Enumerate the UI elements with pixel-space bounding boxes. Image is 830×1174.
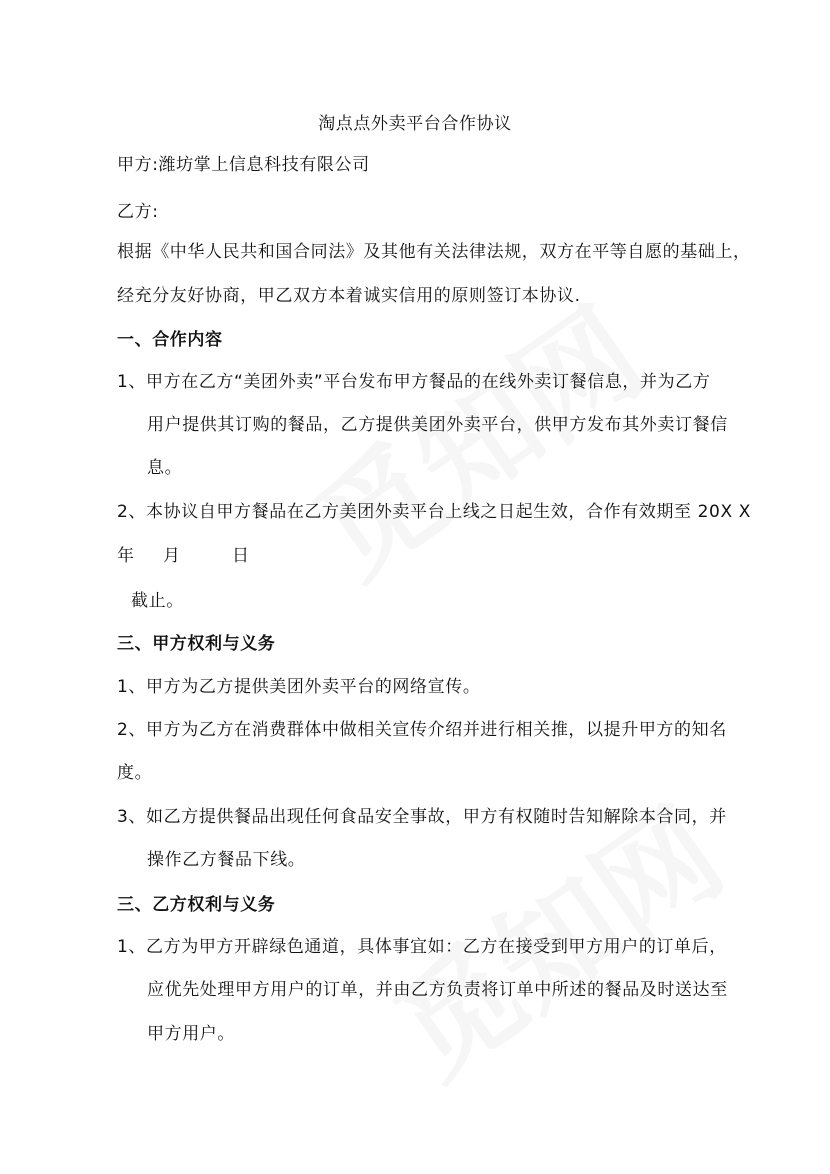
- paragraph-line: 用户提供其订购的餐品，乙方提供美团外卖平台，供甲方发布其外卖订餐信: [147, 415, 728, 435]
- section-heading: 三、乙方权利与义务: [117, 895, 276, 915]
- intro-line: 根据《中华人民共和国合同法》及其他有关法律法规，双方在平等自愿的基础上，: [117, 242, 751, 262]
- paragraph-line: 年 月 日: [117, 546, 255, 566]
- paragraph-line: 2、本协议自甲方餐品在乙方美团外卖平台上线之日起生效，合作有效期至 20X X: [117, 502, 751, 522]
- paragraph-line: 操作乙方餐品下线。: [147, 850, 306, 870]
- watermark: [295, 289, 664, 602]
- paragraph-line: 3、如乙方提供餐品出现任何食品安全事故，甲方有权随时告知解除本合同，并: [117, 807, 727, 827]
- paragraph-line: 度。: [117, 763, 153, 783]
- party-b: 乙方:: [117, 202, 159, 222]
- paragraph-line: 息。: [147, 458, 183, 478]
- paragraph-line: 1、甲方在乙方“美团外卖”平台发布甲方餐品的在线外卖订餐信息，并为乙方: [117, 372, 711, 392]
- section-heading: 一、合作内容: [117, 330, 223, 350]
- paragraph-line: 1、乙方为甲方开辟绿色通道，具体事宜如：乙方在接受到甲方用户的订单后，: [117, 937, 727, 957]
- document-title: 淘点点外卖平台合作协议: [318, 114, 512, 134]
- paragraph-line: 截止。: [131, 591, 184, 611]
- paragraph-line: 2、甲方为乙方在消费群体中做相关宣传介绍并进行相关推，以提升甲方的知名: [117, 720, 727, 740]
- party-a: 甲方:潍坊掌上信息科技有限公司: [117, 155, 370, 175]
- paragraph-line: 应优先处理甲方用户的订单，并由乙方负责将订单中所述的餐品及时送达至: [147, 980, 728, 1000]
- intro-line: 经充分友好协商，甲乙双方本着诚实信用的原则签订本协议.: [117, 286, 581, 306]
- section-heading: 三、甲方权利与义务: [117, 634, 276, 654]
- paragraph-line: 1、甲方为乙方提供美团外卖平台的网络宣传。: [117, 677, 481, 697]
- paragraph-line: 甲方用户。: [147, 1024, 235, 1044]
